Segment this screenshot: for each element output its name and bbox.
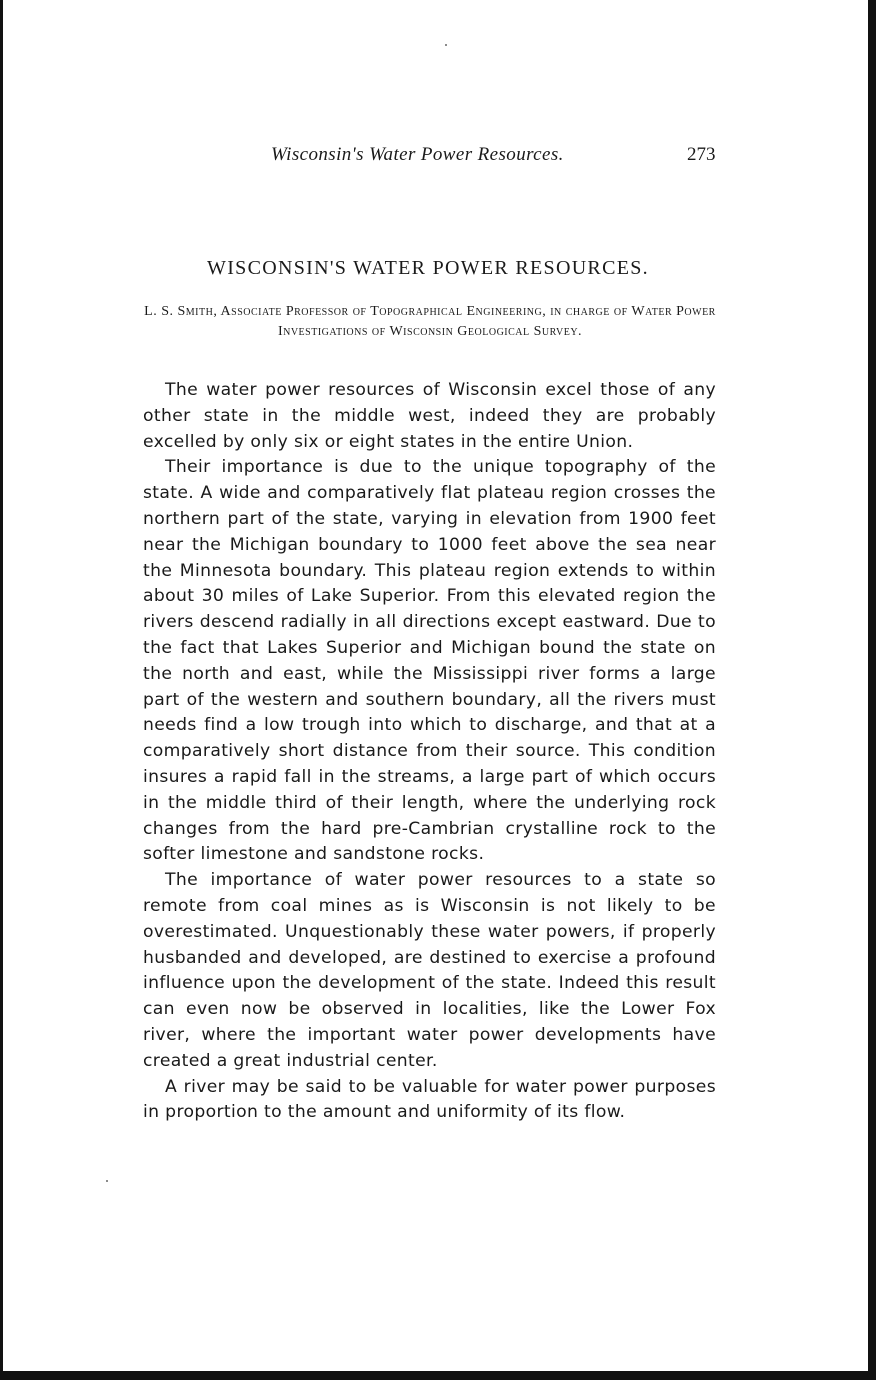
paragraph: The importance of water power resources to a state so remote from coal mines as is Wisconsin is not likely to be overestimated. Unquestionably these water powers, if properly husbanded and developed, are destined to exercise a profound influence upon the development of the state. Indeed this result can even now be observed in localities, like the Lower Fox river, where the important water power developments have created a great industrial center.: [143, 870, 716, 1071]
article-body: [143, 378, 716, 1126]
page-edge-right: [868, 0, 876, 1380]
paragraph: Their importance is due to the unique topography of the state. A wide and comparatively flat plateau region crosses the northern part of the state, varying in elevation from 1900 feet near the Michigan boundary to 1000 feet above the sea near the Minnesota boundary. This plateau region extends to within about 30 miles of Lake Superior. From this elevated region the rivers descend radially in all directions except eastward. Due to the fact that Lakes Superior and Michigan bound the state on the north and east, while the Mississippi river forms a large part of the western and southern boundary, all the rivers must needs find a low trough into which to discharge, and that at a comparatively short distance from their source. This condition insures a rapid fall in the streams, a large part of which occurs in the middle third of their length, where the underlying rock changes from the hard pre-Cambrian crystalline rock to the softer limestone and sandstone rocks.: [143, 457, 716, 865]
article-title: WISCONSIN'S WATER POWER RESOURCES.: [207, 257, 649, 279]
page-edge-left: [0, 0, 3, 1380]
page-edge-bottom: [0, 1371, 876, 1380]
running-head: [0, 144, 876, 170]
scan-speck: [106, 1180, 108, 1182]
running-title: Wisconsin's Water Power Resources.: [271, 144, 564, 165]
paragraph: A river may be said to be valuable for water power purposes in proportion to the amount and uniformity of its flow.: [143, 1076, 716, 1123]
paragraph: The water power resources of Wisconsin excel those of any other state in the middle west, indeed they are probably excelled by only six or eight states in the entire Union.: [143, 380, 716, 452]
scan-speck: [445, 44, 447, 46]
page-number: 273: [687, 144, 716, 165]
author-byline: L. S. Smith, Associate Professor of Topographical Engineering, in charge of Water Power Investigations of Wisconsin Geological Survey.: [144, 304, 716, 339]
